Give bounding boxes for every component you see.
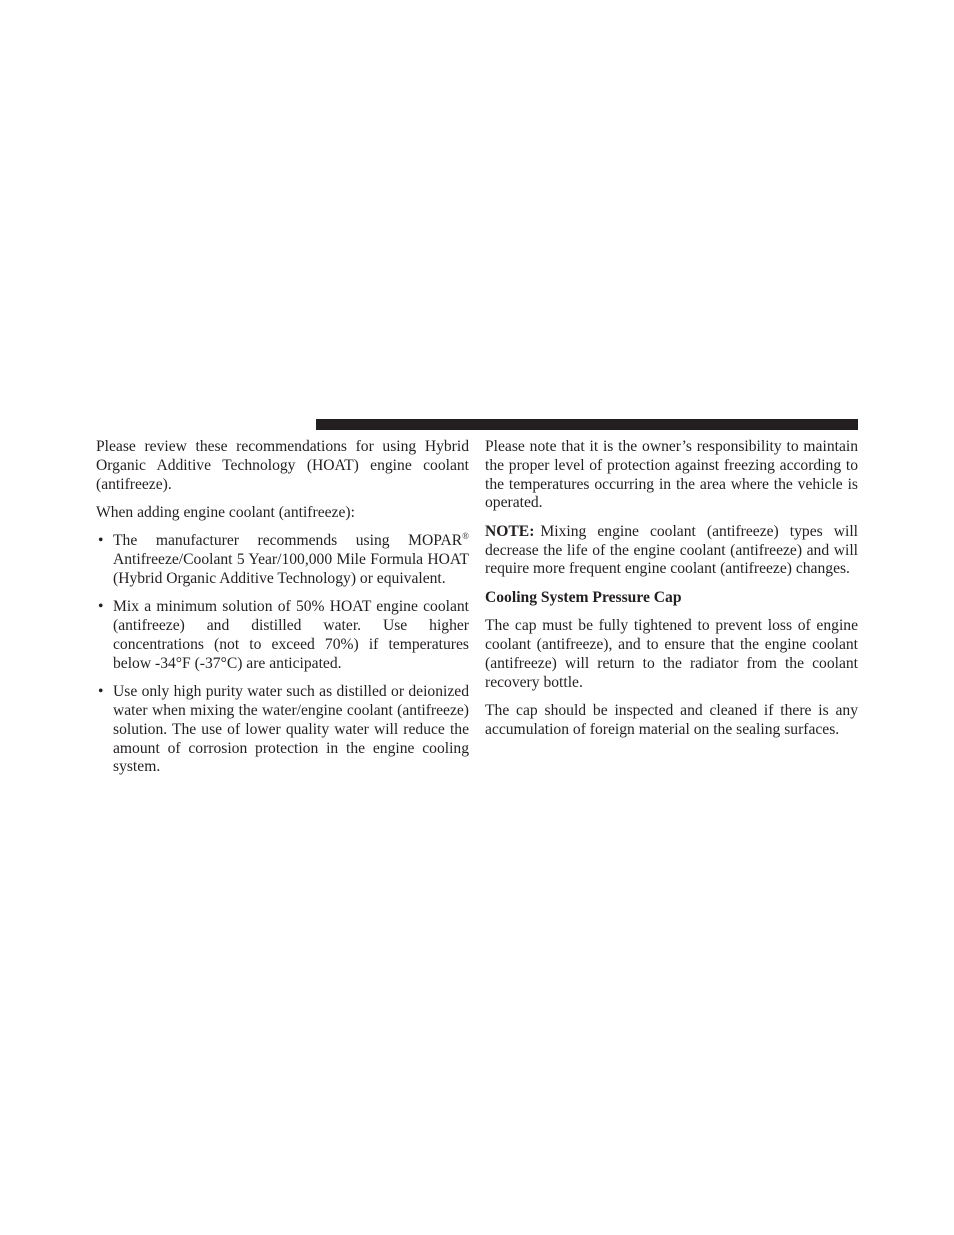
note-paragraph <box>485 523 858 579</box>
lead-in-paragraph: When adding engine coolant (antifreeze): <box>96 503 355 521</box>
list-item-text: Mix a minimum solution of 50% HOAT engine coolant (antifreeze) and distilled water. Use higher concentrations (not to exceed 70%) if temperatures below -34°F (-37°C) are anticipated. <box>113 598 469 672</box>
registered-mark: ® <box>462 531 469 542</box>
pressure-cap-heading: Cooling System Pressure Cap <box>485 588 682 606</box>
responsibility-paragraph: Please note that it is the owner’s responsibility to maintain the proper level of protection against freezing according to the temperatures occurring in the area where the vehicle is operated. <box>485 438 858 512</box>
list-item-text: Use only high purity water such as distilled or deionized water when mixing the water/engine coolant (antifreeze) solution. The use of lower quality water will reduce the amount of corrosion protection in the engine cooling system. <box>113 683 469 776</box>
list-item <box>96 598 469 673</box>
left-column <box>96 438 469 787</box>
list-item <box>96 683 469 777</box>
section-header-rule <box>316 419 858 430</box>
bullet-icon: • <box>98 532 104 550</box>
list-item <box>96 532 469 588</box>
note-text: Mixing engine coolant (antifreeze) types will decrease the life of the engine coolant (antifreeze) and will require more frequent engine coolant (antifreeze) changes. <box>485 522 858 578</box>
inspection-paragraph: The cap should be inspected and cleaned if there is any accumulation of foreign material on the sealing surfaces. <box>485 701 858 738</box>
note-label: NOTE: <box>485 522 535 540</box>
bullet-icon: • <box>98 683 104 701</box>
right-column <box>485 438 858 749</box>
list-item-text-continued: Antifreeze/Coolant 5 Year/100,000 Mile Formula HOAT (Hybrid Organic Additive Technology) or equivalent. <box>113 551 469 587</box>
list-item-text: The manufacturer recommends using MOPAR <box>113 532 463 550</box>
pressure-cap-paragraph: The cap must be fully tightened to prevent loss of engine coolant (antifreeze), and to ensure that the engine coolant (antifreeze) will return to the radiator from the coolant recovery bottle. <box>485 617 858 691</box>
intro-paragraph: Please review these recommendations for using Hybrid Organic Additive Technology (HOAT) engine coolant (antifreeze). <box>96 438 469 493</box>
bullet-icon: • <box>98 598 104 616</box>
coolant-recommendations-list <box>96 532 469 777</box>
